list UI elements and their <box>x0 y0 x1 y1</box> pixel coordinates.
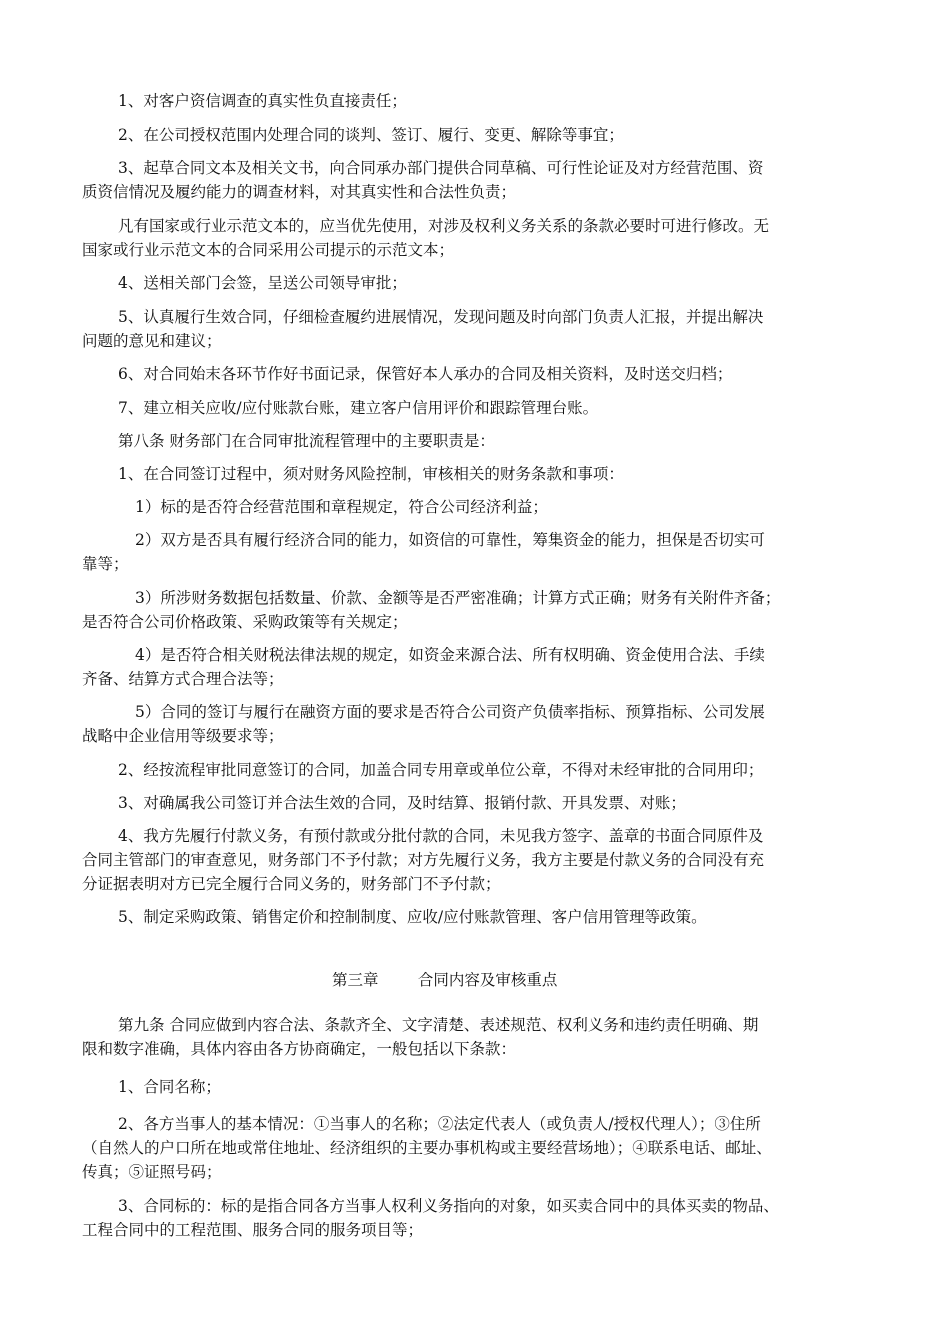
text-line: 1、合同名称； <box>118 1078 221 1096</box>
text-line: （自然人的户口所在地或常住地址、经济组织的主要办事机构或主要经营场地）；④联系电话、邮址、 <box>82 1139 772 1157</box>
text-line: 工程合同中的工程范围、服务合同的服务项目等； <box>82 1221 424 1239</box>
text-line: 1）标的是否符合经营范围和章程规定，符合公司经济利益； <box>135 498 548 516</box>
text-line: 合同主管部门的审查意见，财务部门不予付款；对方先履行义务，我方主要是付款义务的合同没有充 <box>82 851 765 869</box>
section-heading: 第八条 财务部门在合同审批流程管理中的主要职责是： <box>118 432 495 450</box>
text-line: 限和数字准确，具体内容由各方协商确定，一般包括以下条款： <box>82 1040 517 1058</box>
text-line: 3、对确属我公司签订并合法生效的合同，及时结算、报销付款、开具发票、对账； <box>118 794 686 812</box>
text-line: 4）是否符合相关财税法律法规的规定，如资金来源合法、所有权明确、资金使用合法、手续 <box>135 646 765 664</box>
text-line: 1、在合同签订过程中，须对财务风险控制，审核相关的财务条款和事项： <box>118 465 624 483</box>
text-line: 是否符合公司价格政策、采购政策等有关规定； <box>82 613 408 631</box>
text-line: 2、在公司授权范围内处理合同的谈判、签订、履行、变更、解除等事宜； <box>118 126 624 144</box>
text-line: 3）所涉财务数据包括数量、价款、金额等是否严密准确；计算方式正确；财务有关附件齐备； <box>135 589 781 607</box>
text-line: 传真；⑤证照号码； <box>82 1163 222 1181</box>
text-line: 3、起草合同文本及相关文书，向合同承办部门提供合同草稿、可行性论证及对方经营范围、资 <box>118 159 764 177</box>
chapter-heading: 第三章 合同内容及审核重点 <box>332 971 558 989</box>
text-line: 靠等； <box>82 555 129 573</box>
text-line: 国家或行业示范文本的合同采用公司提示的示范文本； <box>82 241 455 259</box>
text-line: 质资信情况及履约能力的调查材料，对其真实性和合法性负责； <box>82 183 517 201</box>
text-line: 1、对客户资信调查的真实性负直接责任； <box>118 92 407 110</box>
text-line: 4、送相关部门会签，呈送公司领导审批； <box>118 274 407 292</box>
text-line: 6、对合同始末各环节作好书面记录，保管好本人承办的合同及相关资料，及时送交归档； <box>118 365 733 383</box>
text-line: 战略中企业信用等级要求等； <box>82 727 284 745</box>
text-line: 3、合同标的：标的是指合同各方当事人权利义务指向的对象，如买卖合同中的具体买卖的物品、 <box>118 1197 779 1215</box>
text-line: 5、制定采购政策、销售定价和控制制度、应收/应付账款管理、客户信用管理等政策。 <box>118 908 707 926</box>
text-line: 2、各方当事人的基本情况：①当事人的名称；②法定代表人（或负责人/授权代理人）；③住所 <box>118 1115 761 1133</box>
text-line: 凡有国家或行业示范文本的，应当优先使用，对涉及权利义务关系的条款必要时可进行修改。无 <box>118 217 770 235</box>
text-line: 问题的意见和建议； <box>82 332 222 350</box>
section-heading: 第九条 合同应做到内容合法、条款齐全、文字清楚、表述规范、权利义务和违约责任明确、期 <box>118 1016 759 1034</box>
text-line: 2、经按流程审批同意签订的合同，加盖合同专用章或单位公章，不得对未经审批的合同用印； <box>118 761 764 779</box>
text-line: 5）合同的签订与履行在融资方面的要求是否符合公司资产负债率指标、预算指标、公司发展 <box>135 703 765 721</box>
text-line: 7、建立相关应收/应付账款台账，建立客户信用评价和跟踪管理台账。 <box>118 399 599 417</box>
text-line: 4、我方先履行付款义务，有预付款或分批付款的合同，未见我方签字、盖章的书面合同原件及 <box>118 827 764 845</box>
text-line: 5、认真履行生效合同，仔细检查履约进展情况，发现问题及时向部门负责人汇报，并提出解决 <box>118 308 764 326</box>
text-line: 分证据表明对方已完全履行合同义务的，财务部门不予付款； <box>82 875 501 893</box>
text-line: 2）双方是否具有履行经济合同的能力，如资信的可靠性，筹集资金的能力，担保是否切实可 <box>135 531 765 549</box>
text-line: 齐备、结算方式合理合法等； <box>82 670 284 688</box>
